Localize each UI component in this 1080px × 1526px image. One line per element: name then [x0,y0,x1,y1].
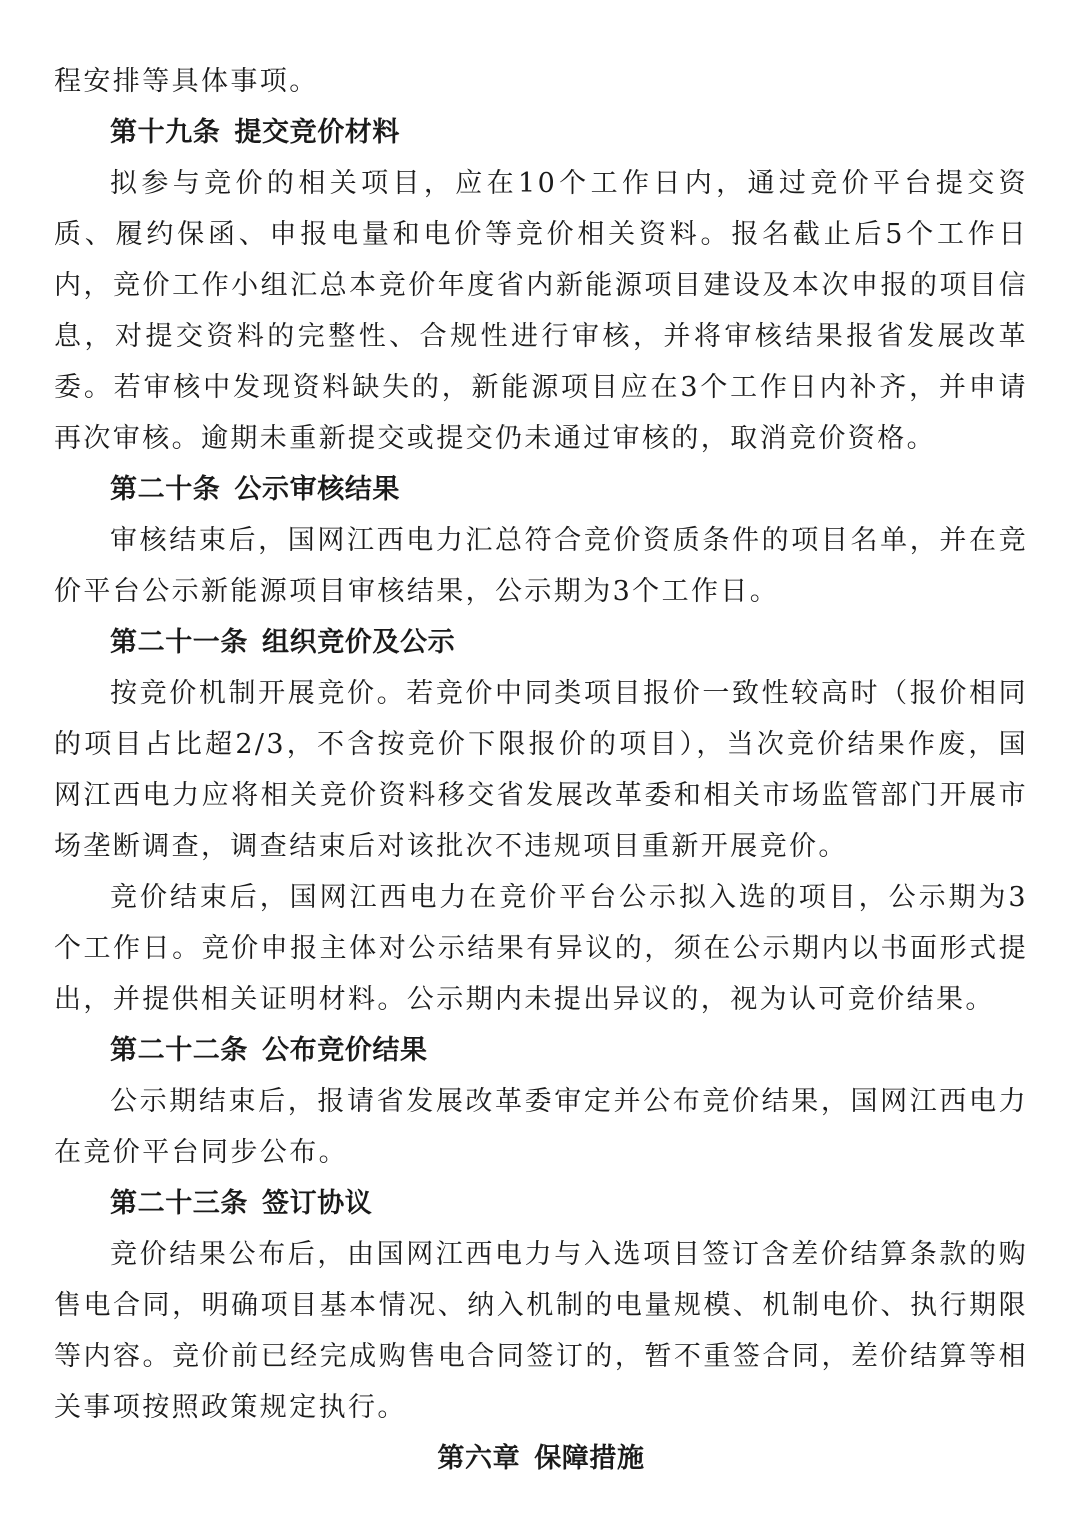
article-21-paragraph-1: 按竞价机制开展竞价。若竞价中同类项目报价一致性较高时（报价相同的项目占比超2/3，不含按竞价下限报价的项目），当次竞价结果作废，国网江西电力应将相关竞价资料移交省发展改革委和相关市场监管部门开展市场垄断调查，调查结束后对该批次不违规项目重新开展竞价。 [54,678,1028,862]
article-23-paragraph: 竞价结果公布后，由国网江西电力与入选项目签订含差价结算条款的购售电合同，明确项目基本情况、纳入机制的电量规模、机制电价、执行期限等内容。竞价前已经完成购售电合同签订的，暂不重签合同，差价结算等相关事项按照政策规定执行。 [54,1239,1028,1423]
article-19-title: 提交竞价材料 [234,117,401,148]
article-21-title: 组织竞价及公示 [262,627,456,658]
chapter-6-heading [54,1433,1028,1484]
article-21-heading [54,617,1028,668]
chapter-6-number: 第六章 [437,1443,521,1474]
article-21-paragraph-2: 竞价结束后，国网江西电力在竞价平台公示拟入选的项目，公示期为3个工作日。竞价申报主体对公示结果有异议的，须在公示期内以书面形式提出，并提供相关证明材料。公示期内未提出异议的，视为认可竞价结果。 [54,882,1028,1015]
article-19-heading [54,107,1028,158]
article-21-number: 第二十一条 [110,627,248,658]
chapter-6-title: 保障措施 [534,1443,645,1474]
lead-paragraph: 程安排等具体事项。 [54,66,319,97]
article-19-paragraph: 拟参与竞价的相关项目，应在10个工作日内，通过竞价平台提交资质、履约保函、申报电量和电价等竞价相关资料。报名截止后5个工作日内，竞价工作小组汇总本竞价年度省内新能源项目建设及本次申报的项目信息，对提交资料的完整性、合规性进行审核，并将审核结果报省发展改革委。若审核中发现资料缺失的，新能源项目应在3个工作日内补齐，并申请再次审核。逾期未重新提交或提交仍未通过审核的，取消竞价资格。 [54,168,1028,454]
article-22-heading [54,1025,1028,1076]
article-20-number: 第二十条 [110,474,221,505]
article-23-heading [54,1178,1028,1229]
article-20-heading [54,464,1028,515]
article-22-title: 公布竞价结果 [262,1035,428,1066]
article-22-number: 第二十二条 [110,1035,248,1066]
article-20-paragraph: 审核结束后，国网江西电力汇总符合竞价资质条件的项目名单，并在竞价平台公示新能源项目审核结果，公示期为3个工作日。 [54,525,1028,607]
article-23-number: 第二十三条 [110,1188,248,1219]
article-22-paragraph: 公示期结束后，报请省发展改革委审定并公布竞价结果，国网江西电力在竞价平台同步公布。 [54,1086,1028,1168]
article-20-title: 公示审核结果 [234,474,401,505]
article-19-number: 第十九条 [110,117,221,148]
article-23-title: 签订协议 [262,1188,373,1219]
